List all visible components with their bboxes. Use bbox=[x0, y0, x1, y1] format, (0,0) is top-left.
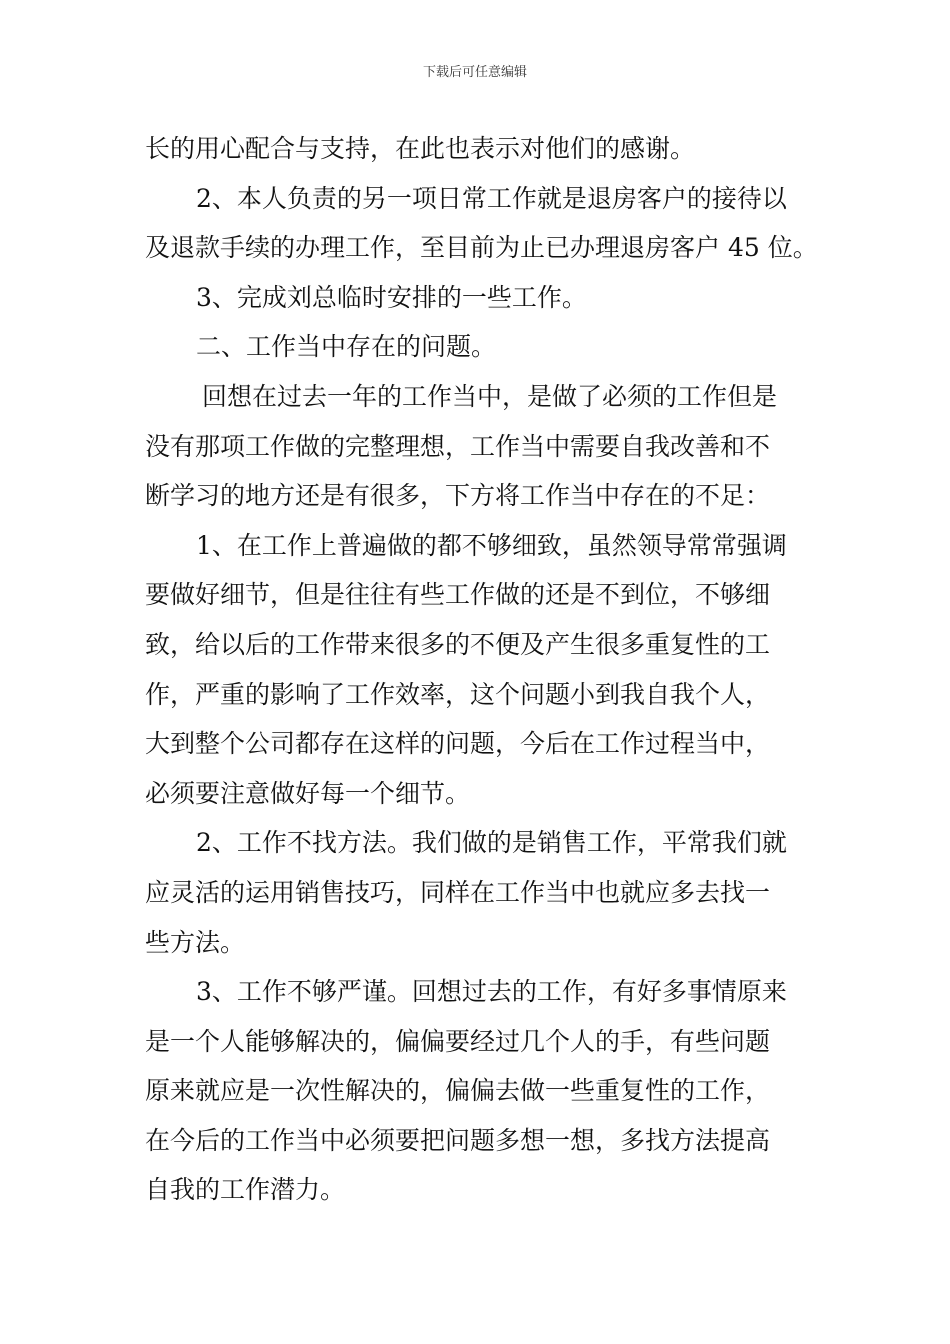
text-line: 3、工作不够严谨。回想过去的工作，有好多事情原来 bbox=[196, 977, 787, 1007]
text-line: 必须要注意做好每一个细节。 bbox=[145, 778, 471, 808]
text-line: 1、在工作上普遍做的都不够细致，虽然领导常常强调 bbox=[196, 530, 787, 560]
text-line: 长的用心配合与支持，在此也表示对他们的感谢。 bbox=[145, 134, 696, 163]
text-line: 在今后的工作当中必须要把问题多想一想，多找方法提高 bbox=[145, 1125, 771, 1155]
text-line: 2、工作不找方法。我们做的是销售工作，平常我们就 bbox=[196, 828, 787, 858]
text-line: 些方法。 bbox=[145, 927, 246, 957]
text-line: 及退款手续的办理工作，至目前为止已办理退房客户 45 位。 bbox=[145, 233, 818, 263]
section-heading: 二、工作当中存在的问题。 bbox=[196, 332, 497, 362]
document-body bbox=[145, 124, 818, 1215]
page-header: 下载后可任意编辑 bbox=[422, 65, 527, 80]
text-line: 原来就应是一次性解决的，偏偏去做一些重复性的工作， bbox=[145, 1076, 771, 1106]
text-line: 致，给以后的工作带来很多的不便及产生很多重复性的工 bbox=[145, 629, 771, 659]
text-line: 没有那项工作做的完整理想，工作当中需要自我改善和不 bbox=[145, 431, 771, 461]
text-line: 大到整个公司都存在这样的问题，今后在工作过程当中， bbox=[145, 729, 771, 759]
text-line: 2、本人负责的另一项日常工作就是退房客户的接待以 bbox=[196, 183, 787, 213]
text-line: 作，严重的影响了工作效率，这个问题小到我自我个人， bbox=[145, 679, 771, 709]
text-line: 应灵活的运用销售技巧，同样在工作当中也就应多去找一 bbox=[145, 877, 771, 907]
text-line: 断学习的地方还是有很多，下方将工作当中存在的不足： bbox=[145, 481, 771, 511]
text-line: 自我的工作潜力。 bbox=[145, 1175, 346, 1205]
text-line: 回想在过去一年的工作当中，是做了必须的工作但是 bbox=[202, 381, 778, 411]
text-line: 要做好细节，但是往往有些工作做的还是不到位，不够细 bbox=[145, 580, 771, 610]
text-line: 是一个人能够解决的，偏偏要经过几个人的手，有些问题 bbox=[145, 1026, 771, 1056]
text-line: 3、完成刘总临时安排的一些工作。 bbox=[196, 282, 587, 312]
